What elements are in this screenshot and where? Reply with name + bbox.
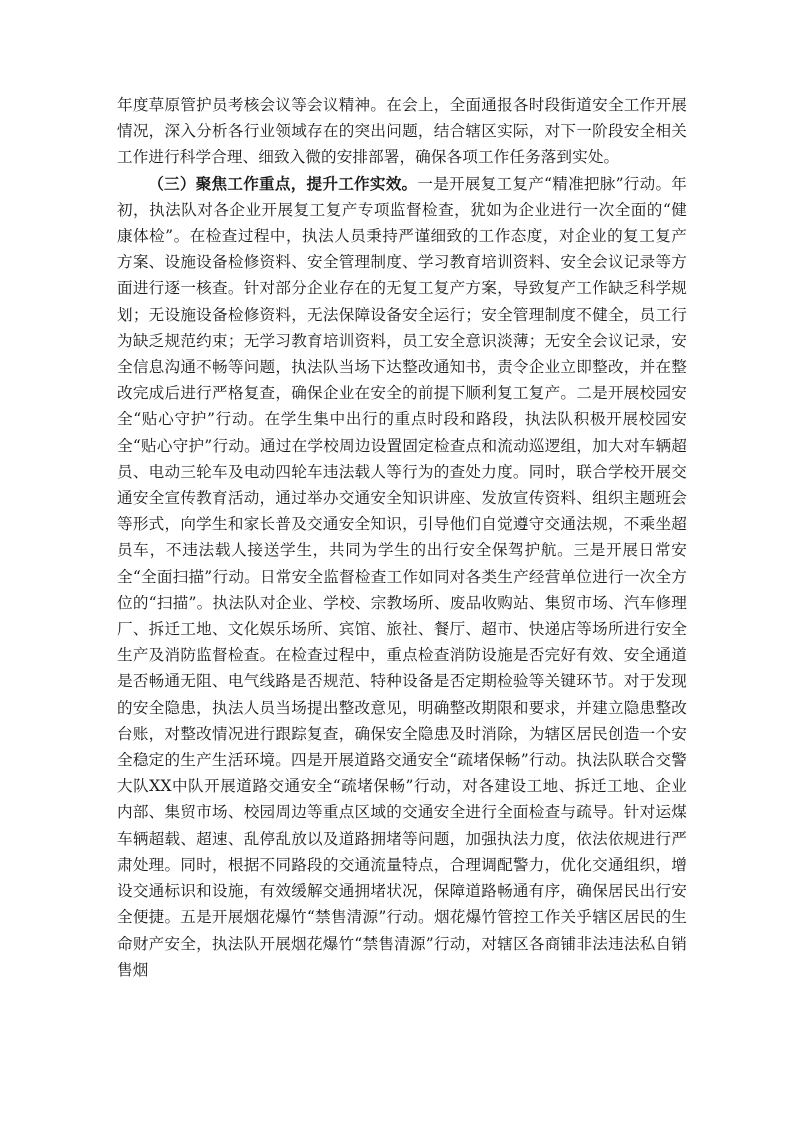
section-heading-three: （三）聚焦工作重点，提升工作实效。 xyxy=(148,173,418,193)
paragraph-continuation: 年度草原管护员考核会议等会议精神。在会上，全面通报各时段街道安全工作开展情况，深入分析各行业领域存在的突出问题，结合辖区实际，对下一阶段安全相关工作进行科学合理、细致入微的安排部署，确保各项工作任务落到实处。 xyxy=(117,96,687,167)
paragraph-section-three xyxy=(117,171,687,983)
document-body xyxy=(117,92,687,983)
section-three-body: 一是开展复工复产“精准把脉”行动。年初，执法队对各企业开展复工复产专项监督检查，犹如为企业进行一次全面的“健康体检”。在检查过程中，执法人员秉持严谨细致的工作态度，对企业的复工复产方案、设施设备检修资料、安全管理制度、学习教育培训资料、安全会议记录等方面进行逐一核查。针对部分企业存在的无复工复产方案，导致复产工作缺乏科学规划；无设施设备检修资料，无法保障设备安全运行；安全管理制度不健全，员工行为缺乏规范约束；无学习教育培训资料，员工安全意识淡薄；无安全会议记录，安全信息沟通不畅等问题，执法队当场下达整改通知书，责令企业立即整改，并在整改完成后进行严格复查，确保企业在安全的前提下顺利复工复产。二是开展校园安全“贴心守护”行动。在学生集中出行的重点时段和路段，执法队积极开展校园安全“贴心守护”行动。通过在学校周边设置固定检查点和流动巡逻组，加大对车辆超员、电动三轮车及电动四轮车违法载人等行为的查处力度。同时，联合学校开展交通安全宣传教育活动，通过举办交通安全知识讲座、发放宣传资料、组织主题班会等形式，向学生和家长普及交通安全知识，引导他们自觉遵守交通法规，不乘坐超员车，不违法载人接送学生，共同为学生的出行安全保驾护航。三是开展日常安全“全面扫描”行动。日常安全监督检查工作如同对各类生产经营单位进行一次全方位的“扫描”。执法队对企业、学校、宗教场所、废品收购站、集贸市场、汽车修理厂、拆迁工地、文化娱乐场所、宾馆、旅社、餐厅、超市、快递店等场所进行安全生产及消防监督检查。在检查过程中，重点检查消防设施是否完好有效、安全通道是否畅通无阻、电气线路是否规范、特种设备是否定期检验等关键环节。对于发现的安全隐患，执法人员当场提出整改意见，明确整改期限和要求，并建立隐患整改台账，对整改情况进行跟踪复查，确保安全隐患及时消除，为辖区居民创造一个安全稳定的生产生活环境。四是开展道路交通安全“疏堵保畅”行动。执法队联合交警大队XX中队开展道路交通安全“疏堵保畅”行动，对各建设工地、拆迁工地、企业内部、集贸市场、校园周边等重点区域的交通安全进行全面检查与疏导。针对运煤车辆超载、超速、乱停乱放以及道路拥堵等问题，加强执法力度，依法依规进行严肃处理。同时，根据不同路段的交通流量特点，合理调配警力，优化交通组织，增设交通标识和设施，有效缓解交通拥堵状况，保障道路畅通有序，确保居民出行安全便捷。五是开展烟花爆竹“禁售清源”行动。烟花爆竹管控工作关乎辖区居民的生命财产安全，执法队开展烟花爆竹“禁售清源”行动，对辖区各商铺非法违法私自销售烟 xyxy=(117,174,688,979)
